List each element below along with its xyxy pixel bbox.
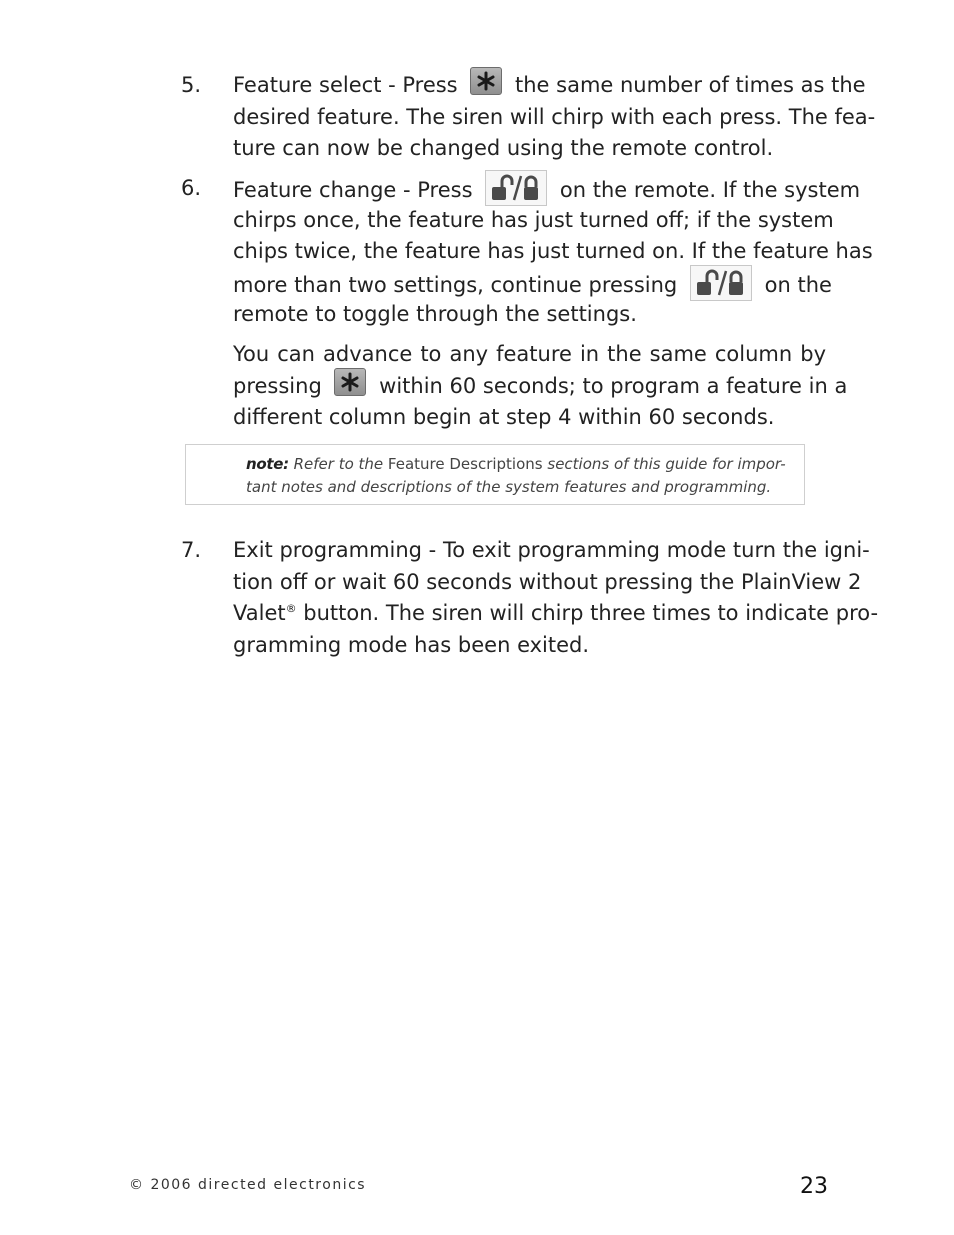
- step-text: within 60 seconds; to program a feature in a: [379, 373, 848, 398]
- step-6: [181, 173, 873, 434]
- note-text: Feature Descriptions: [387, 455, 543, 473]
- note-text: sections of this guide for impor-: [542, 455, 786, 473]
- note-label: note:: [246, 455, 289, 473]
- page-number: 23: [800, 1174, 828, 1199]
- step-text: Exit programming - To exit programming mode turn the igni-: [233, 538, 870, 562]
- step-text: chips twice, the feature has just turned on. If the feature has: [233, 239, 873, 264]
- note-box: [185, 444, 805, 505]
- step-text: gramming mode has been exited.: [233, 632, 590, 657]
- step-text: You can advance to any feature in the same column by: [233, 341, 826, 366]
- asterisk-button-icon: [470, 67, 502, 95]
- step-text: Feature change - Press: [233, 178, 473, 202]
- copyright-footer: © 2006 directed electronics: [129, 1177, 367, 1193]
- step-5: [181, 70, 876, 165]
- step-text: different column begin at step 4 within 60 seconds.: [233, 405, 775, 430]
- step-text: Feature select - Press: [233, 73, 458, 97]
- step-text: Valet: [233, 601, 286, 626]
- step-text: on the: [764, 272, 832, 297]
- step-text: desired feature. The siren will chirp with each press. The fea-: [233, 104, 876, 129]
- step-number: 6.: [181, 176, 202, 200]
- step-text: chirps once, the feature has just turned off; if the system: [233, 207, 834, 232]
- step-number: 7.: [181, 538, 202, 562]
- registered-mark: ®: [285, 602, 297, 616]
- step-text: pressing: [233, 373, 322, 398]
- note-text: tant notes and descriptions of the system features and programming.: [246, 478, 772, 496]
- step-text: on the remote. If the system: [559, 178, 861, 202]
- lock-unlock-button-icon: [690, 265, 752, 301]
- step-text: button. The siren will chirp three times to indicate pro-: [296, 601, 879, 626]
- step-text: ture can now be changed using the remote control.: [233, 136, 774, 161]
- step-text: remote to toggle through the settings.: [233, 302, 637, 327]
- note-text: Refer to the: [288, 455, 388, 473]
- step-number: 5.: [181, 73, 202, 97]
- step-text: tion off or wait 60 seconds without pressing the PlainView 2: [233, 569, 862, 594]
- asterisk-button-icon: [334, 368, 366, 396]
- step-7: [181, 535, 879, 661]
- step-text: more than two settings, continue pressing: [233, 272, 678, 297]
- lock-unlock-button-icon: [485, 170, 547, 206]
- step-text: the same number of times as the: [515, 73, 866, 97]
